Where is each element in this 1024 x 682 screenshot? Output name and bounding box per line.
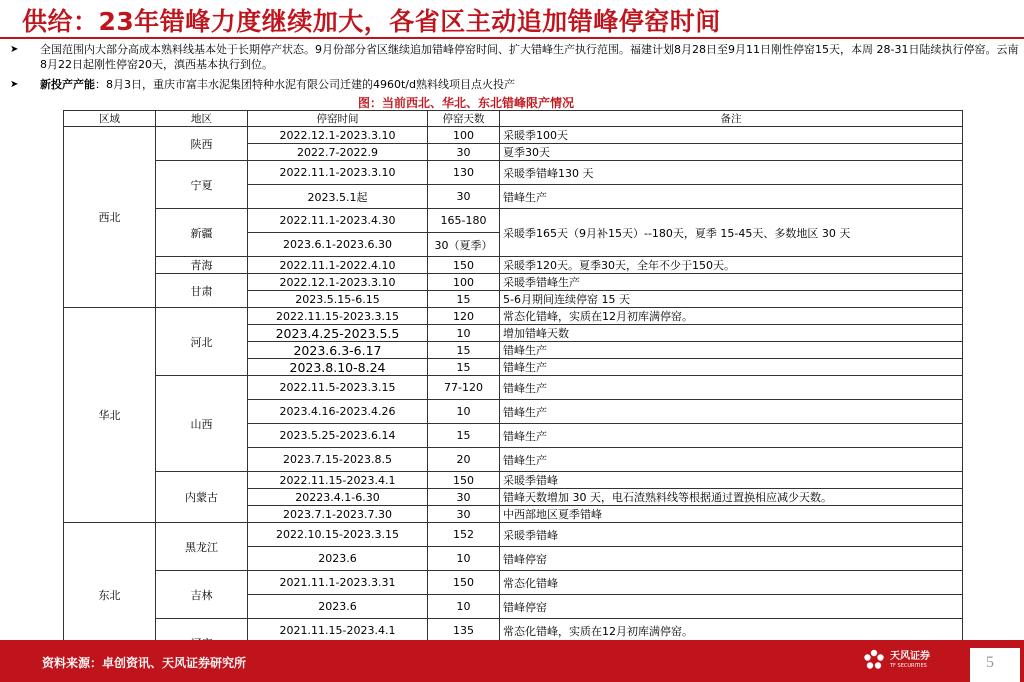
company-logo — [862, 648, 930, 672]
days-cell: 152 — [428, 523, 500, 547]
table-row — [64, 161, 963, 185]
header-stop-period: 停窑时间 — [248, 111, 428, 127]
days-cell: 15 — [428, 424, 500, 448]
table-row — [64, 619, 963, 643]
region-cell: 西北 — [64, 127, 156, 308]
period-cell: 2023.6.3-6.17 — [248, 342, 428, 359]
note-cell: 采暖季错峰130 天 — [500, 161, 963, 185]
period-cell: 2021.11.15-2023.4.1 — [248, 619, 428, 643]
period-cell: 2023.6 — [248, 595, 428, 619]
bullet-bold-label: 新投产产能 — [40, 78, 95, 91]
production-cut-table-wrapper — [63, 110, 962, 643]
days-cell: 130 — [428, 161, 500, 185]
period-cell: 2022.11.1-2023.4.30 — [248, 209, 428, 233]
region-cell: 华北 — [64, 308, 156, 523]
header-area: 地区 — [156, 111, 248, 127]
area-cell: 吉林 — [156, 571, 248, 619]
period-cell: 2022.11.15-2023.3.15 — [248, 308, 428, 325]
note-cell: 错峰停窑 — [500, 547, 963, 571]
note-cell: 错峰生产 — [500, 342, 963, 359]
days-cell: 15 — [428, 291, 500, 308]
area-cell: 内蒙古 — [156, 472, 248, 523]
bullet-text: 全国范围内大部分高成本熟料线基本处于长期停产状态。9月份部分省区继续追加错峰停窑时间、扩大错峰生产执行范围。福建计划8月28日至9月11日刚性停窑15天，本周 28-31日陆续执行停窑。云南8月22日起刚性停窑20天，滇西基本执行到位。 — [40, 43, 1019, 71]
period-cell: 2022.11.15-2023.4.1 — [248, 472, 428, 489]
note-cell: 增加错峰天数 — [500, 325, 963, 342]
note-cell: 错峰生产 — [500, 376, 963, 400]
table-row — [64, 274, 963, 291]
period-cell: 2023.6.1-2023.6.30 — [248, 233, 428, 257]
days-cell: 120 — [428, 308, 500, 325]
days-cell: 30 — [428, 185, 500, 209]
days-cell: 150 — [428, 571, 500, 595]
note-cell: 采暖季120天。夏季30天，全年不少于150天。 — [500, 257, 963, 274]
period-cell: 2022.11.1-2022.4.10 — [248, 257, 428, 274]
bullet-text: ：8月3日，重庆市富丰水泥集团特种水泥有限公司迁建的4960t/d熟料线项目点火投产 — [95, 78, 515, 91]
note-cell: 中西部地区夏季错峰 — [500, 506, 963, 523]
page-title: 供给：23年错峰力度继续加大，各省区主动追加错峰停窑时间 — [22, 7, 721, 36]
days-cell: 20 — [428, 448, 500, 472]
header-stop-days: 停窑天数 — [428, 111, 500, 127]
days-cell: 30 — [428, 144, 500, 161]
area-cell: 甘肃 — [156, 274, 248, 308]
days-cell: 100 — [428, 274, 500, 291]
area-cell: 青海 — [156, 257, 248, 274]
period-cell: 2023.7.15-2023.8.5 — [248, 448, 428, 472]
page-number: 5 — [970, 648, 1020, 682]
note-cell: 错峰天数增加 30 天，电石渣熟料线等根据通过置换相应减少天数。 — [500, 489, 963, 506]
area-cell: 宁夏 — [156, 161, 248, 209]
area-cell: 新疆 — [156, 209, 248, 257]
logo-english-name: TF SECURITIES — [890, 662, 927, 669]
days-cell: 100 — [428, 127, 500, 144]
days-cell: 30（夏季） — [428, 233, 500, 257]
days-cell: 77-120 — [428, 376, 500, 400]
bullet-list — [10, 42, 1020, 92]
logo-name: 天风证券 — [890, 650, 930, 662]
note-cell: 错峰生产 — [500, 400, 963, 424]
area-cell: 黑龙江 — [156, 523, 248, 571]
period-cell: 2022.11.1-2023.3.10 — [248, 161, 428, 185]
period-cell: 2023.5.15-6.15 — [248, 291, 428, 308]
production-cut-table — [63, 110, 963, 667]
days-cell: 150 — [428, 257, 500, 274]
table-row — [64, 257, 963, 274]
period-cell: 2023.4.16-2023.4.26 — [248, 400, 428, 424]
table-row — [64, 523, 963, 547]
period-cell: 20223.4.1-6.30 — [248, 489, 428, 506]
table-header-row — [64, 111, 963, 127]
table-row — [64, 472, 963, 489]
period-cell: 2022.12.1-2023.3.10 — [248, 127, 428, 144]
period-cell: 2023.7.1-2023.7.30 — [248, 506, 428, 523]
days-cell: 165-180 — [428, 209, 500, 233]
note-cell: 常态化错峰，实质在12月初库满停窑。 — [500, 619, 963, 643]
period-cell: 2022.7-2022.9 — [248, 144, 428, 161]
days-cell: 135 — [428, 619, 500, 643]
table-row — [64, 376, 963, 400]
area-cell: 河北 — [156, 308, 248, 376]
arrow-bullet-icon: ➤ — [10, 79, 19, 90]
title-divider — [0, 37, 1024, 39]
period-cell: 2021.11.1-2023.3.31 — [248, 571, 428, 595]
bullet-item-new-capacity — [10, 77, 1020, 92]
note-cell: 采暖季165天（9月补15天）--180天，夏季 15-45天、多数地区 30 天 — [500, 209, 963, 257]
note-cell: 采暖季错峰 — [500, 472, 963, 489]
days-cell: 10 — [428, 595, 500, 619]
days-cell: 30 — [428, 506, 500, 523]
table-row — [64, 308, 963, 325]
period-cell: 2023.6 — [248, 547, 428, 571]
note-cell: 常态化错峰 — [500, 571, 963, 595]
header-remarks: 备注 — [500, 111, 963, 127]
note-cell: 夏季30天 — [500, 144, 963, 161]
note-cell: 常态化错峰，实质在12月初库满停窑。 — [500, 308, 963, 325]
note-cell: 错峰生产 — [500, 185, 963, 209]
days-cell: 10 — [428, 325, 500, 342]
source-note: 资料来源：卓创资讯、天风证券研究所 — [42, 656, 247, 670]
note-cell: 采暖季错峰 — [500, 523, 963, 547]
arrow-bullet-icon: ➤ — [10, 44, 19, 55]
note-cell: 错峰生产 — [500, 424, 963, 448]
days-cell: 15 — [428, 359, 500, 376]
period-cell: 2023.5.1起 — [248, 185, 428, 209]
period-cell: 2022.12.1-2023.3.10 — [248, 274, 428, 291]
flower-logo-icon — [862, 648, 886, 672]
period-cell: 2023.4.25-2023.5.5 — [248, 325, 428, 342]
note-cell: 错峰停窑 — [500, 595, 963, 619]
days-cell: 30 — [428, 489, 500, 506]
area-cell: 陕西 — [156, 127, 248, 161]
note-cell: 采暖季100天 — [500, 127, 963, 144]
table-row — [64, 127, 963, 144]
table-row — [64, 209, 963, 233]
logo-text — [890, 651, 930, 670]
header-region: 区域 — [64, 111, 156, 127]
period-cell: 2023.8.10-8.24 — [248, 359, 428, 376]
period-cell: 2023.5.25-2023.6.14 — [248, 424, 428, 448]
note-cell: 错峰生产 — [500, 359, 963, 376]
table-row — [64, 571, 963, 595]
note-cell: 5-6月期间连续停窑 15 天 — [500, 291, 963, 308]
area-cell: 山西 — [156, 376, 248, 472]
region-cell: 东北 — [64, 523, 156, 667]
note-cell: 错峰生产 — [500, 448, 963, 472]
days-cell: 10 — [428, 400, 500, 424]
days-cell: 150 — [428, 472, 500, 489]
table-caption: 图：当前西北、华北、东北错峰限产情况 — [358, 96, 575, 110]
days-cell: 10 — [428, 547, 500, 571]
note-cell: 采暖季错峰生产 — [500, 274, 963, 291]
days-cell: 15 — [428, 342, 500, 359]
period-cell: 2022.11.5-2023.3.15 — [248, 376, 428, 400]
period-cell: 2022.10.15-2023.3.15 — [248, 523, 428, 547]
bullet-item-supply — [10, 42, 1020, 72]
